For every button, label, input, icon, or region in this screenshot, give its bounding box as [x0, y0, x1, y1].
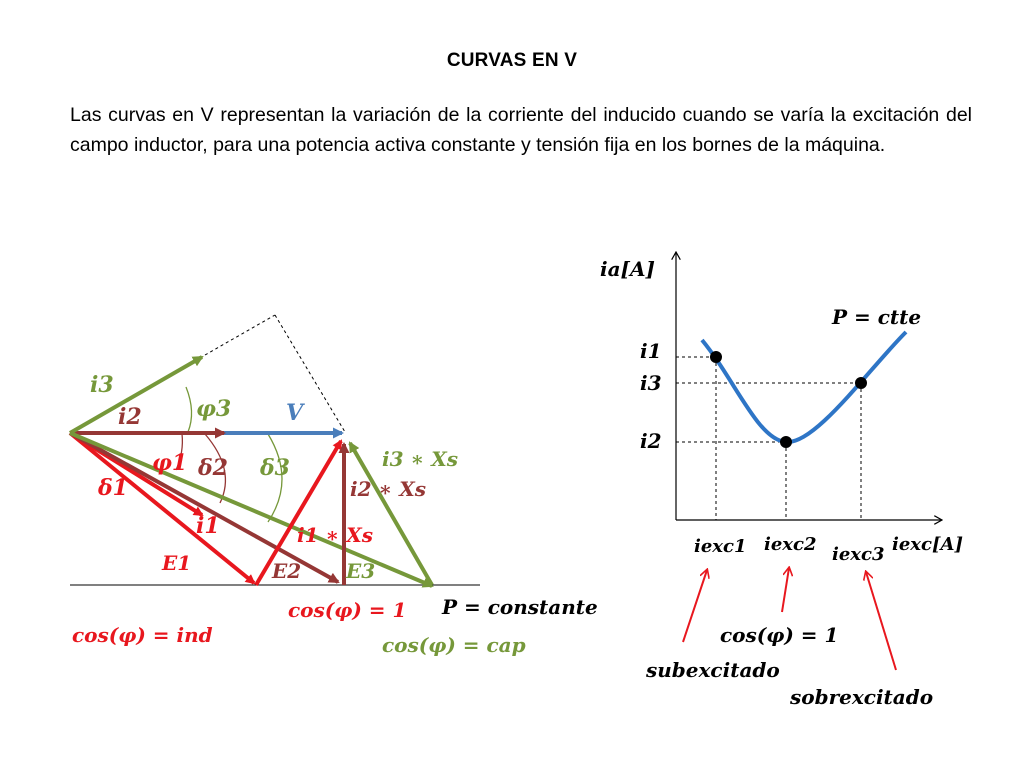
- point-i3: [855, 377, 867, 389]
- cos-ind-note: cos(φ) = ind: [72, 623, 213, 647]
- point-i2: [780, 436, 792, 448]
- arrow-subexcitado: [683, 570, 707, 642]
- i2-label: i2: [118, 404, 142, 430]
- delta1-label: δ1: [98, 475, 128, 501]
- cos-cap-note: cos(φ) = cap: [382, 633, 526, 657]
- phi3-arc: [186, 387, 192, 432]
- x-axis-label: iexc[A]: [892, 534, 963, 555]
- e3-phasor: [70, 433, 432, 586]
- arrow-cos-unit: [782, 568, 789, 612]
- phi3-label: φ3: [196, 396, 232, 422]
- e1-label: E1: [162, 551, 192, 575]
- delta2-label: δ2: [198, 455, 228, 481]
- v-curve-chart: [600, 252, 963, 709]
- x-tick-iexc2: iexc2: [764, 534, 817, 555]
- i1-label: i1: [196, 513, 220, 539]
- curve-label: P = ctte: [832, 305, 922, 329]
- v-curve: [702, 332, 906, 442]
- v-label: V: [286, 400, 304, 426]
- i1xs-label: i1 ∗ Xs: [297, 523, 374, 547]
- i3-label: i3: [90, 372, 114, 398]
- point-i1: [710, 351, 722, 363]
- i2xs-label: i2 ∗ Xs: [350, 477, 427, 501]
- intro-paragraph: Las curvas en V representan la variación de la corriente del inducido cuando se varía la excitación del campo inductor, para una potencia activa constante y tensión fija en los bornes de la máquina.: [70, 104, 972, 156]
- y-tick-i1: i1: [640, 339, 662, 363]
- arrow-sobrexcitado: [866, 572, 896, 670]
- subexcitado-annotation: subexcitado: [646, 658, 780, 682]
- sobrexcitado-annotation: sobrexcitado: [790, 685, 934, 709]
- phi1-label: φ1: [152, 450, 188, 476]
- p-constant-note: P = constante: [442, 595, 598, 619]
- i3xs-label: i3 ∗ Xs: [382, 447, 459, 471]
- phasor-diagram: [70, 315, 598, 657]
- e3-label: E3: [346, 559, 376, 583]
- y-tick-i2: i2: [640, 429, 662, 453]
- cos-unit-annotation: cos(φ) = 1: [720, 623, 839, 647]
- x-tick-iexc1: iexc1: [694, 536, 747, 557]
- x-tick-iexc3: iexc3: [832, 544, 885, 565]
- dashed-construction-line: [205, 315, 275, 355]
- y-axis-label: ia[A]: [600, 257, 655, 281]
- delta3-label: δ3: [260, 455, 290, 481]
- y-tick-i3: i3: [640, 371, 662, 395]
- e2-label: E2: [272, 559, 302, 583]
- cos-unit-note: cos(φ) = 1: [288, 598, 407, 622]
- page-title: CURVAS EN V: [446, 50, 578, 71]
